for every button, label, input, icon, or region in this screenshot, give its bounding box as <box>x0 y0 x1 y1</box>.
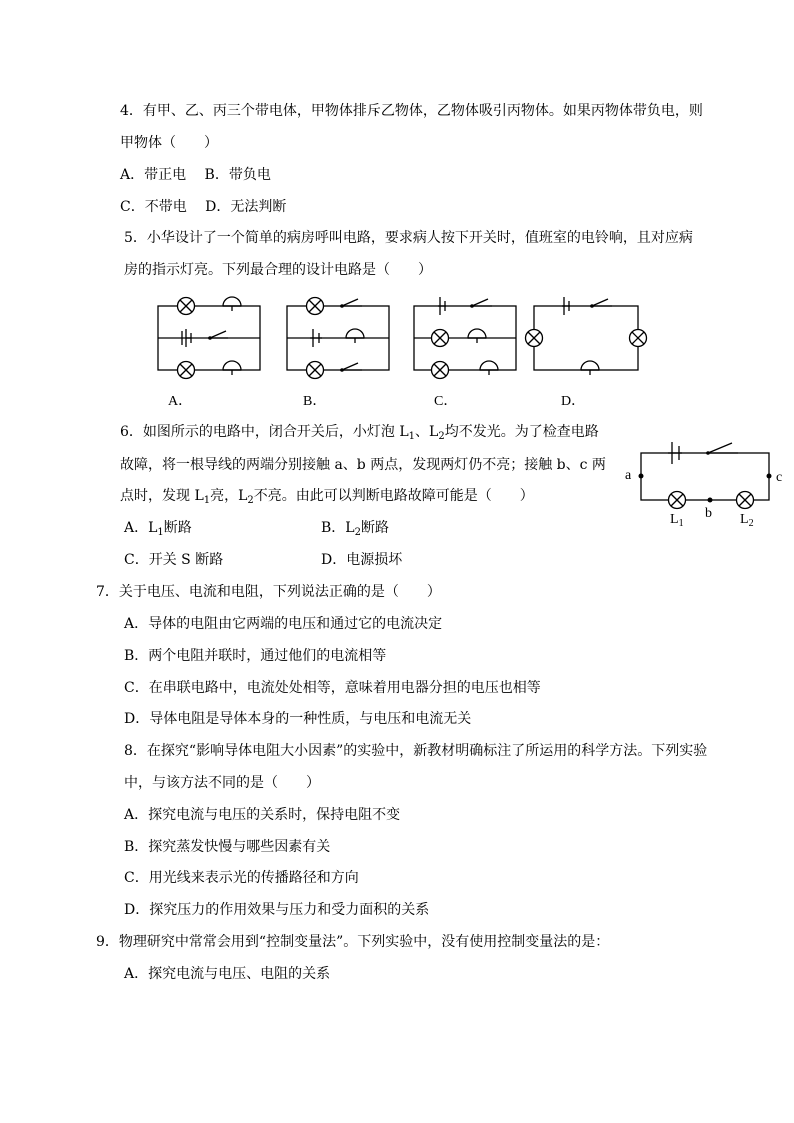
q5-label-d: D． <box>561 394 586 409</box>
q4-options-cd: C．不带电 D．无法判断 <box>120 199 287 215</box>
q6-stem-line2: 故障，将一根导线的两端分别接触 a、b 两点，发现两灯仍不亮；接触 b、c 两 <box>120 457 606 473</box>
q6-lamp-l1-label: $L_1$ <box>670 512 684 529</box>
q6-point-c: c <box>776 470 783 485</box>
q6-point-b: b <box>705 506 712 521</box>
q4-stem-line1: 4．有甲、乙、丙三个带电体，甲物体排斥乙物体，乙物体吸引丙物体。如果丙物体带负电，则 <box>120 103 703 119</box>
q9-option-a: A．探究电流与电压、电阻的关系 <box>124 966 331 982</box>
q4-options-ab: A．带正电 B．带负电 <box>120 167 271 183</box>
q5-label-c: C． <box>434 394 458 409</box>
q8-option-d: D．探究压力的作用效果与压力和受力面积的关系 <box>124 902 430 918</box>
q6-stem-line3: 点时，发现 $L_1$亮，$L_2$不亮。由此可以判断电路故障可能是（ ） <box>120 488 534 506</box>
q6-lamp-l2-label: $L_2$ <box>740 512 754 529</box>
q4-stem-line2: 甲物体（ ） <box>120 135 218 151</box>
q6-point-a: a <box>625 468 632 483</box>
q8-option-c: C．用光线来表示光的传播路径和方向 <box>124 870 359 886</box>
q6-option-d: D．电源损坏 <box>321 552 403 568</box>
q8-option-b: B．探究蒸发快慢与哪些因素有关 <box>124 839 331 855</box>
q7-option-a: A．导体的电阻由它两端的电压和通过它的电流决定 <box>124 616 443 632</box>
q5-label-a: A． <box>168 394 193 409</box>
q8-stem-line1: 8．在探究“影响导体电阻大小因素”的实验中，新教材明确标注了所运用的科学方法。下列实验 <box>124 743 708 759</box>
q6-option-b: B．$L_2$断路 <box>321 520 389 538</box>
q7-option-b: B．两个电阻并联时，通过他们的电流相等 <box>124 648 387 664</box>
q6-option-c: C．开关 S 断路 <box>124 552 224 568</box>
q7-option-c: C．在串联电路中，电流处处相等，意味着用电器分担的电压也相等 <box>124 680 541 696</box>
q6-stem-line1: 6．如图所示的电路中，闭合开关后，小灯泡 $L_1$、$L_2$均不发光。为了检查电路 <box>120 424 599 442</box>
q8-option-a: A．探究电流与电压的关系时，保持电阻不变 <box>124 807 401 823</box>
q6-option-a: A．$L_1$断路 <box>124 520 192 538</box>
q7-option-d: D．导体电阻是导体本身的一种性质，与电压和电流无关 <box>124 711 472 727</box>
q5-stem-line2: 房的指示灯亮。下列最合理的设计电路是（ ） <box>124 262 432 278</box>
q9-stem: 9．物理研究中常常会用到“控制变量法”。下列实验中，没有使用控制变量法的是： <box>96 934 610 950</box>
q7-stem: 7．关于电压、电流和电阻，下列说法正确的是（ ） <box>96 584 441 600</box>
q8-stem-line2: 中，与该方法不同的是（ ） <box>124 775 320 791</box>
q5-stem-line1: 5．小华设计了一个简单的病房呼叫电路，要求病人按下开关时，值班室的电铃响，且对应病 <box>124 230 693 246</box>
q5-label-b: B． <box>303 394 327 409</box>
